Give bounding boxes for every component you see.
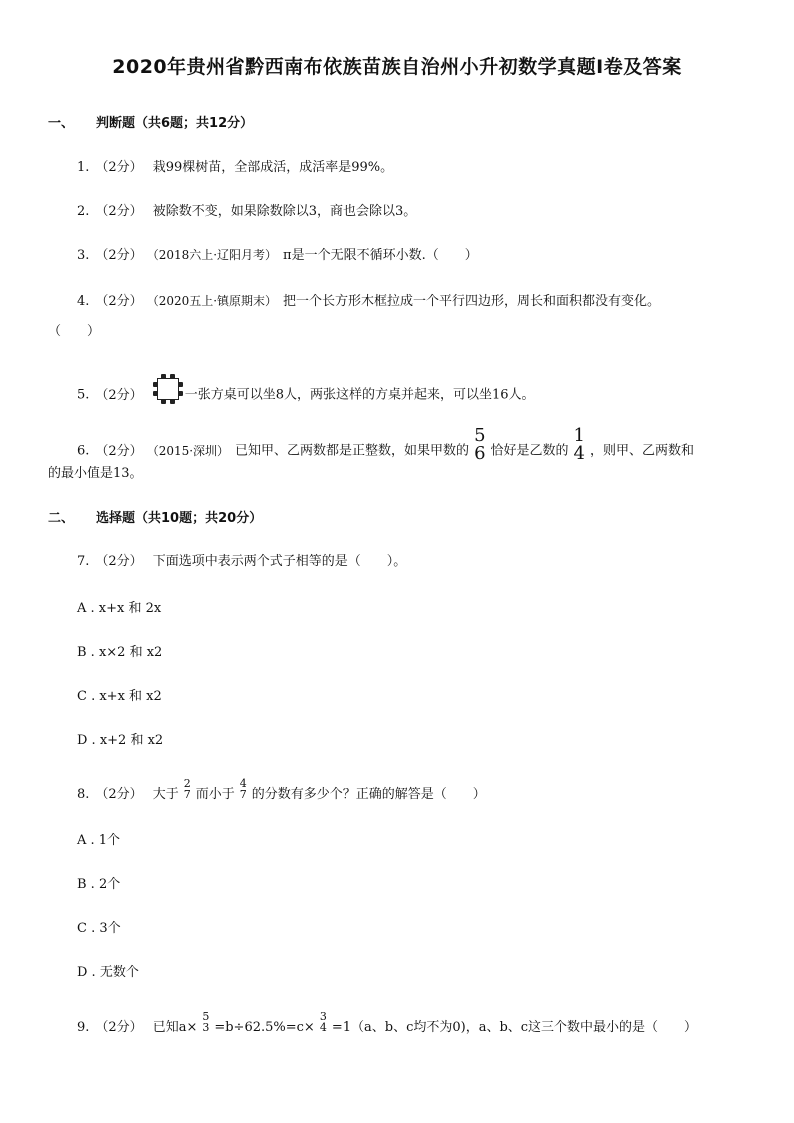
section-heading-choice xyxy=(48,507,262,526)
question-4-continuation: （ ） xyxy=(48,324,101,339)
question-number: 8. xyxy=(77,787,90,802)
question-number: 2. xyxy=(77,204,90,219)
section-label: 判断题（共6题；共12分） xyxy=(96,116,254,131)
question-score: （2分） xyxy=(95,1020,143,1035)
question-text: 栽99棵树苗，全部成活，成活率是99%。 xyxy=(152,160,394,175)
question-text: 而小于 xyxy=(195,787,235,802)
question-source: （2015·深圳） xyxy=(152,443,230,458)
question-source: （2018六上·辽阳月考） xyxy=(152,248,278,262)
fraction-one-quarter: 1 4 xyxy=(573,425,585,464)
option-b[interactable]: B . x×2 和 x2 xyxy=(77,645,163,660)
question-score: （2分） xyxy=(95,443,143,459)
fraction-five-sixths: 5 6 xyxy=(474,425,486,464)
question-number: 7. xyxy=(77,554,90,569)
question-6-continuation: 的最小值是13。 xyxy=(48,466,143,481)
question-6 xyxy=(77,425,694,469)
question-source: （2020五上·镇原期末） xyxy=(152,294,278,308)
question-score: （2分） xyxy=(95,294,143,309)
option-a[interactable]: A . 1个 xyxy=(77,833,121,848)
fraction-two-sevenths: 2 7 xyxy=(183,776,191,801)
question-text: 一张方桌可以坐8人，两张这样的方桌并起来，可以坐16人。 xyxy=(184,387,535,403)
section-number: 一、 xyxy=(48,116,75,131)
question-text: ，则甲、乙两数和 xyxy=(589,443,694,459)
question-8 xyxy=(77,776,486,806)
question-text: 下面选项中表示两个式子相等的是（ ）。 xyxy=(152,554,407,569)
question-score: （2分） xyxy=(95,554,143,569)
question-text: 恰好是乙数的 xyxy=(490,443,569,459)
option-d[interactable]: D . x+2 和 x2 xyxy=(77,733,164,748)
question-text: =b÷62.5%=c× xyxy=(214,1020,315,1035)
question-text: =1（a、b、c均不为0)，a、b、c这三个数中最小的是（ ） xyxy=(331,1020,698,1035)
question-text: 已知甲、乙两数都是正整数，如果甲数的 xyxy=(235,443,470,459)
section-heading-judgement xyxy=(48,112,253,131)
question-score: （2分） xyxy=(95,787,143,802)
fraction-five-thirds: 5 3 xyxy=(202,1009,210,1034)
question-text: 的分数有多少个？正确的解答是（ ） xyxy=(251,787,486,802)
question-text: 被除数不变，如果除数除以3，商也会除以3。 xyxy=(152,204,417,219)
question-number: 5. xyxy=(77,387,90,403)
section-label: 选择题（共10题；共20分） xyxy=(96,511,263,526)
question-number: 4. xyxy=(77,294,90,309)
section-number: 二、 xyxy=(48,511,75,526)
question-number: 1. xyxy=(77,160,90,175)
question-score: （2分） xyxy=(95,204,143,219)
question-score: （2分） xyxy=(95,248,143,263)
question-score: （2分） xyxy=(95,387,143,403)
question-score: （2分） xyxy=(95,160,143,175)
question-1 xyxy=(77,156,393,175)
square-table-icon xyxy=(153,374,183,404)
question-text: 把一个长方形木框拉成一个平行四边形，周长和面积都没有变化。 xyxy=(283,294,661,309)
question-2 xyxy=(77,200,416,219)
question-text: 大于 xyxy=(152,787,179,802)
question-number: 6. xyxy=(77,443,90,459)
fraction-three-quarters: 3 4 xyxy=(319,1009,327,1034)
question-9 xyxy=(77,1009,698,1039)
question-number: 9. xyxy=(77,1020,90,1035)
question-7 xyxy=(77,550,406,569)
question-4 xyxy=(77,290,660,309)
option-a[interactable]: A . x+x 和 2x xyxy=(77,601,162,616)
question-number: 3. xyxy=(77,248,90,263)
option-c[interactable]: C . 3个 xyxy=(77,921,121,936)
page-title: 2020年贵州省黔西南布依族苗族自治州小升初数学真题I卷及答案 xyxy=(112,56,682,78)
question-text: π是一个无限不循环小数.（ ） xyxy=(283,248,478,263)
fraction-four-sevenths: 4 7 xyxy=(239,776,247,801)
option-c[interactable]: C . x+x 和 x2 xyxy=(77,689,162,704)
question-5 xyxy=(77,380,535,410)
question-text: 已知a× xyxy=(152,1020,198,1035)
option-d[interactable]: D . 无数个 xyxy=(77,965,139,980)
question-3 xyxy=(77,244,478,263)
option-b[interactable]: B . 2个 xyxy=(77,877,121,892)
